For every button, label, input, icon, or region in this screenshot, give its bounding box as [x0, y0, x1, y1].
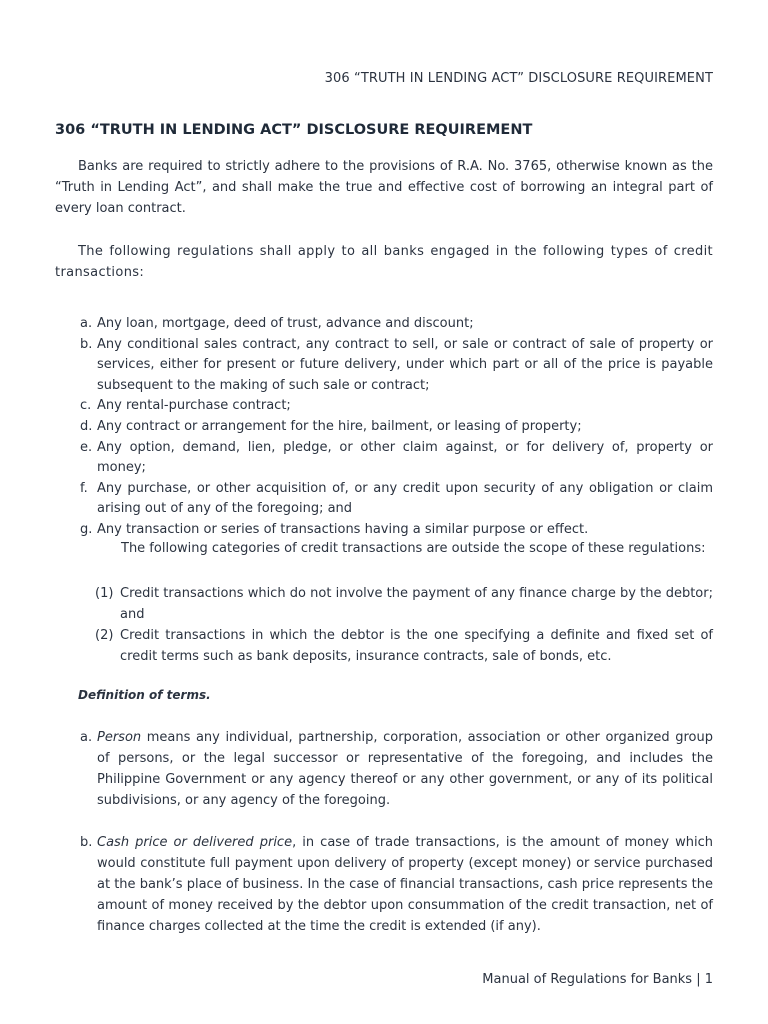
definition-term: Person — [97, 730, 142, 745]
definitions-heading: Definition of terms. — [78, 688, 211, 702]
list-marker: c. — [80, 398, 92, 414]
definitions-list — [55, 727, 713, 811]
list-item — [55, 335, 713, 397]
list-item — [55, 438, 713, 479]
list-marker: a. — [80, 730, 93, 745]
list-item — [55, 583, 713, 625]
list-marker: e. — [80, 439, 93, 455]
exclusions-list — [55, 583, 713, 667]
definition-item — [55, 832, 713, 937]
list-marker: f. — [80, 480, 88, 496]
running-header: 306 “TRUTH IN LENDING ACT” DISCLOSURE REQUIREMENT — [324, 71, 713, 86]
definition-term: Cash price or delivered price — [97, 835, 293, 850]
list-item — [55, 396, 713, 417]
definitions-list-continued — [55, 832, 713, 937]
list-item-text: Any purchase, or other acquisition of, or any credit upon security of any obligation or claim arising out of any of the foregoing; and — [97, 480, 713, 517]
transaction-types-list — [55, 314, 713, 541]
list-item-text: Any option, demand, lien, pledge, or other claim against, or for delivery of, property or money; — [97, 439, 713, 476]
list-item-text: Credit transactions which do not involve the payment of any finance charge by the debtor; and — [120, 586, 713, 622]
list-marker: b. — [80, 336, 93, 352]
list-item — [55, 625, 713, 667]
definition-text: , in case of trade transactions, is the amount of money which would constitute full payment upon delivery of property (except money) or service purchased at the bank’s place of business. In the case of financial transactions, cash price represents the amount of money received by the debtor upon consummation of the credit transaction, net of finance charges collected at the time the credit is extended (if any). — [97, 835, 713, 934]
section-title: 306 “TRUTH IN LENDING ACT” DISCLOSURE REQUIREMENT — [55, 122, 533, 138]
list-item — [55, 417, 713, 438]
intro-paragraph-text: Banks are required to strictly adhere to the provisions of R.A. No. 3765, otherwise known as the “Truth in Lending Act”, and shall make the true and effective cost of borrowing an integral part of every loan contract. — [55, 159, 713, 216]
definition-item — [55, 727, 713, 811]
list-marker: d. — [80, 418, 93, 434]
exclusions-intro: The following categories of credit transactions are outside the scope of these regulations: — [121, 541, 706, 556]
list-item-text: Any transaction or series of transactions having a similar purpose or effect. — [97, 521, 589, 537]
list-marker: (1) — [95, 586, 114, 601]
list-item-text: Any loan, mortgage, deed of trust, advance and discount; — [97, 316, 474, 331]
list-marker: a. — [80, 316, 93, 331]
scope-paragraph — [55, 241, 713, 283]
list-item-text: Any contract or arrangement for the hire, bailment, or leasing of property; — [97, 418, 582, 434]
list-marker: g. — [80, 521, 93, 537]
page-footer: Manual of Regulations for Banks | 1 — [482, 972, 713, 987]
list-item — [55, 479, 713, 520]
definition-text: means any individual, partnership, corporation, association or other organized group of persons, or the legal successor or representative of the foregoing, and includes the Philippine Government or any agency thereof or any other government, or any of its political subdivisions, or any agency of the foregoing. — [97, 730, 713, 808]
intro-paragraph — [55, 156, 713, 219]
list-item — [55, 314, 713, 335]
list-item-text: Credit transactions in which the debtor is the one specifying a definite and fixed set of credit terms such as bank deposits, insurance contracts, sale of bonds, etc. — [120, 628, 713, 664]
list-item-text: Any rental-purchase contract; — [97, 398, 291, 414]
list-item-text: Any conditional sales contract, any contract to sell, or sale or contract of sale of property or services, either for present or future delivery, under which part or all of the price is payable subsequent to the making of such sale or contract; — [97, 336, 713, 393]
list-item — [55, 520, 713, 541]
scope-paragraph-text: The following regulations shall apply to all banks engaged in the following types of credit transactions: — [55, 244, 713, 280]
list-marker: (2) — [95, 628, 114, 643]
list-marker: b. — [80, 835, 93, 850]
